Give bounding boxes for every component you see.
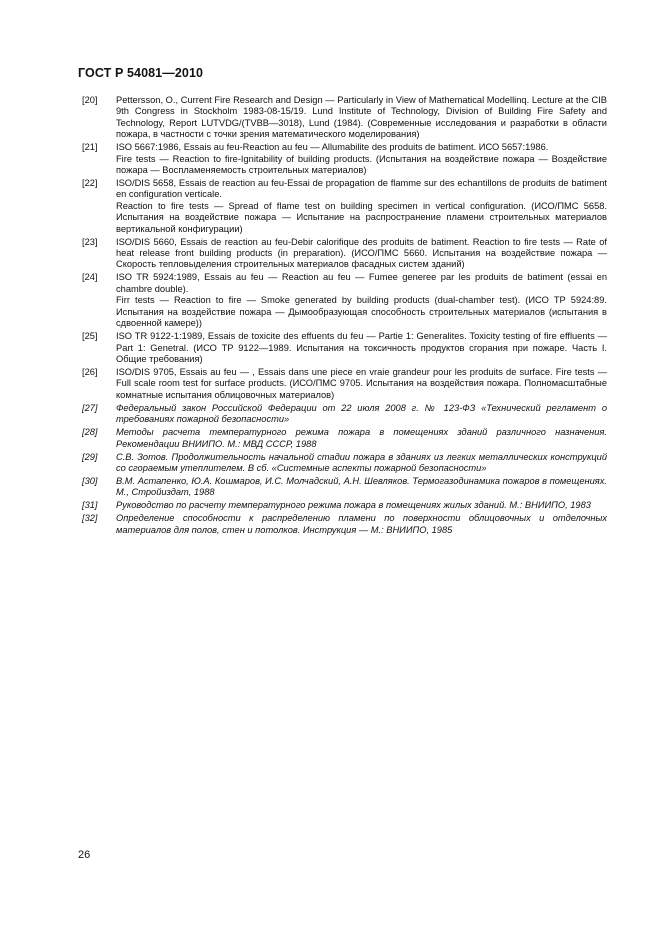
reference-number: [22] <box>82 178 98 189</box>
reference-line: Методы расчета температурного режима пожара в помещениях зданий различного назначения. Рекомендации ВНИИПО. М.: МВД СССР, 1988 <box>116 427 607 449</box>
reference-line: Федеральный закон Российской Федерации от 22 июля 2008 г. № 123-ФЗ «Технический регламент о требованиях пожарной безопасности» <box>116 402 607 425</box>
reference-number: [29] <box>82 451 98 462</box>
reference-line: Руководство по расчету температурного режима пожара в помещениях жилых зданий. М.: ВНИИПО, 1983 <box>116 500 591 511</box>
reference-number: [24] <box>82 272 98 283</box>
reference-line: Firr tests — Reaction to fire — Smoke generated by building products (dual-chamber test). (ИСО ТР 5924:89. Испытания на воздействие пожара — Дымообразующая способность строительных материалов (испытания в сдвоенной камере)) <box>116 295 607 329</box>
page-number: 26 <box>78 849 91 861</box>
reference-text <box>116 237 607 271</box>
reference-text <box>116 513 607 536</box>
reference-line: ISO/DIS 5658, Essais de reaction au feu-Essai de propagation de flamme sur des echantillons de produits de batiment en configuration verticale. <box>116 178 607 200</box>
reference-number: [28] <box>82 427 98 438</box>
reference-entry <box>82 272 607 329</box>
reference-line: С.В. Зотов. Продолжительность начальной стадии пожара в зданиях из легких металлических конструкций со сгораемым утеплителем. В сб. «Системные аспекты пожарной безопасности» <box>116 451 607 473</box>
reference-text <box>116 367 607 401</box>
reference-line: ISO 5667:1986, Essais au feu-Reaction au feu — Allumabilite des produits de batiment. ИСО 5657:1986. <box>116 142 549 153</box>
reference-entry <box>82 403 607 426</box>
reference-text <box>116 142 607 176</box>
document-header: ГОСТ Р 54081—2010 <box>78 66 204 80</box>
reference-line: ISO/DIS 5660, Essais de reaction au feu-Debir calorifique des produits de batiment. Reaction to fire tests — Rate of heat release front building products (in preparation). (ИСО/ПМС 5660. Испытания на воздействие пожара — Скорость тепловыделения строительных материалов фасадных систем зданий) <box>116 236 607 270</box>
reference-entry <box>82 178 607 235</box>
reference-entry <box>82 452 607 475</box>
reference-text <box>116 403 607 426</box>
reference-text <box>116 476 607 499</box>
reference-number: [32] <box>82 513 98 524</box>
reference-entry <box>82 500 607 511</box>
reference-text <box>116 331 607 365</box>
reference-number: [30] <box>82 475 98 486</box>
reference-line: Fire tests — Reaction to fire-Ignitability of building products. (Испытания на воздействие пожара — Воздействие пожара — Воспламеняемость строительных материалов) <box>116 153 607 176</box>
reference-entry <box>82 95 607 141</box>
reference-entry <box>82 427 607 450</box>
reference-entry <box>82 142 607 176</box>
reference-line: Reaction to fire tests — Spread of flame test on building specimen in vertical configuration. (ИСО/ПМС 5658. Испытания на воздействие пожара — Испытание на распространение пламени строительных материалов вертикальной конфигурации) <box>116 200 607 234</box>
reference-text <box>116 452 607 475</box>
reference-line: В.М. Астапенко, Ю.А. Кошмаров, И.С. Молчадский, А.Н. Шевляков. Термогазодинамика пожаров в помещениях. М., Стройиздат, 1988 <box>116 475 607 498</box>
reference-text <box>116 178 607 235</box>
reference-line: ISO TR 9122-1:1989, Essais de toxicite des effuents du feu — Partie 1: Generalites. Toxicity testing of fire effluents — Part 1: Genetral. (ИСО ТР 9122—1989. Испытания на токсичность продуктов сгорания при пожаре. Часть I. Общие требования) <box>116 331 607 364</box>
reference-number: [21] <box>82 142 98 153</box>
reference-number: [26] <box>82 366 98 377</box>
reference-entry <box>82 513 607 536</box>
reference-entry <box>82 331 607 365</box>
reference-line: ISO TR 5924:1989, Essais au feu — Reaction au feu — Fumee generee par les produits de batiment (essai en chambre double). <box>116 272 607 294</box>
reference-text <box>116 500 607 511</box>
reference-entry <box>82 476 607 499</box>
reference-number: [23] <box>82 236 98 247</box>
reference-text <box>116 427 607 450</box>
reference-number: [25] <box>82 331 98 342</box>
reference-line: Определение способности к распределению пламени по поверхности облицовочных и отделочных материалов для полов, стен и потолков. Инструкция — М.: ВНИИПО, 1985 <box>116 513 607 535</box>
reference-entry <box>82 237 607 271</box>
reference-text <box>116 95 607 141</box>
reference-number: [31] <box>82 500 98 511</box>
reference-number: [20] <box>82 95 98 105</box>
reference-entry <box>82 367 607 401</box>
reference-line: ISO/DIS 9705, Essais au feu — , Essais dans une piece en vraie grandeur pour les produits de surface. Fire tests — Full scale room test for surface products. (ИСО/ПМС 9705. Испытания на воздействия пожара. Полномасштабные комнатные испытания облицовочных материалов) <box>116 366 607 400</box>
reference-line: Pettersson, O., Current Fire Research and Design — Particularly in View of Mathematical Modellinq. Lecture at the CIB 9th Congress in Stockholm 1983-08-15/19. Lund Institute of Technology, Division of Building Fire Safety and Technology, Report LUTVDG/(TVBB—3018), Lund (1984). (Современные исследования и разработки в области пожара, в частности с точки зрения математического моделирования) <box>116 95 607 140</box>
references-list <box>82 95 607 538</box>
reference-text <box>116 272 607 329</box>
reference-number: [27] <box>82 402 98 413</box>
